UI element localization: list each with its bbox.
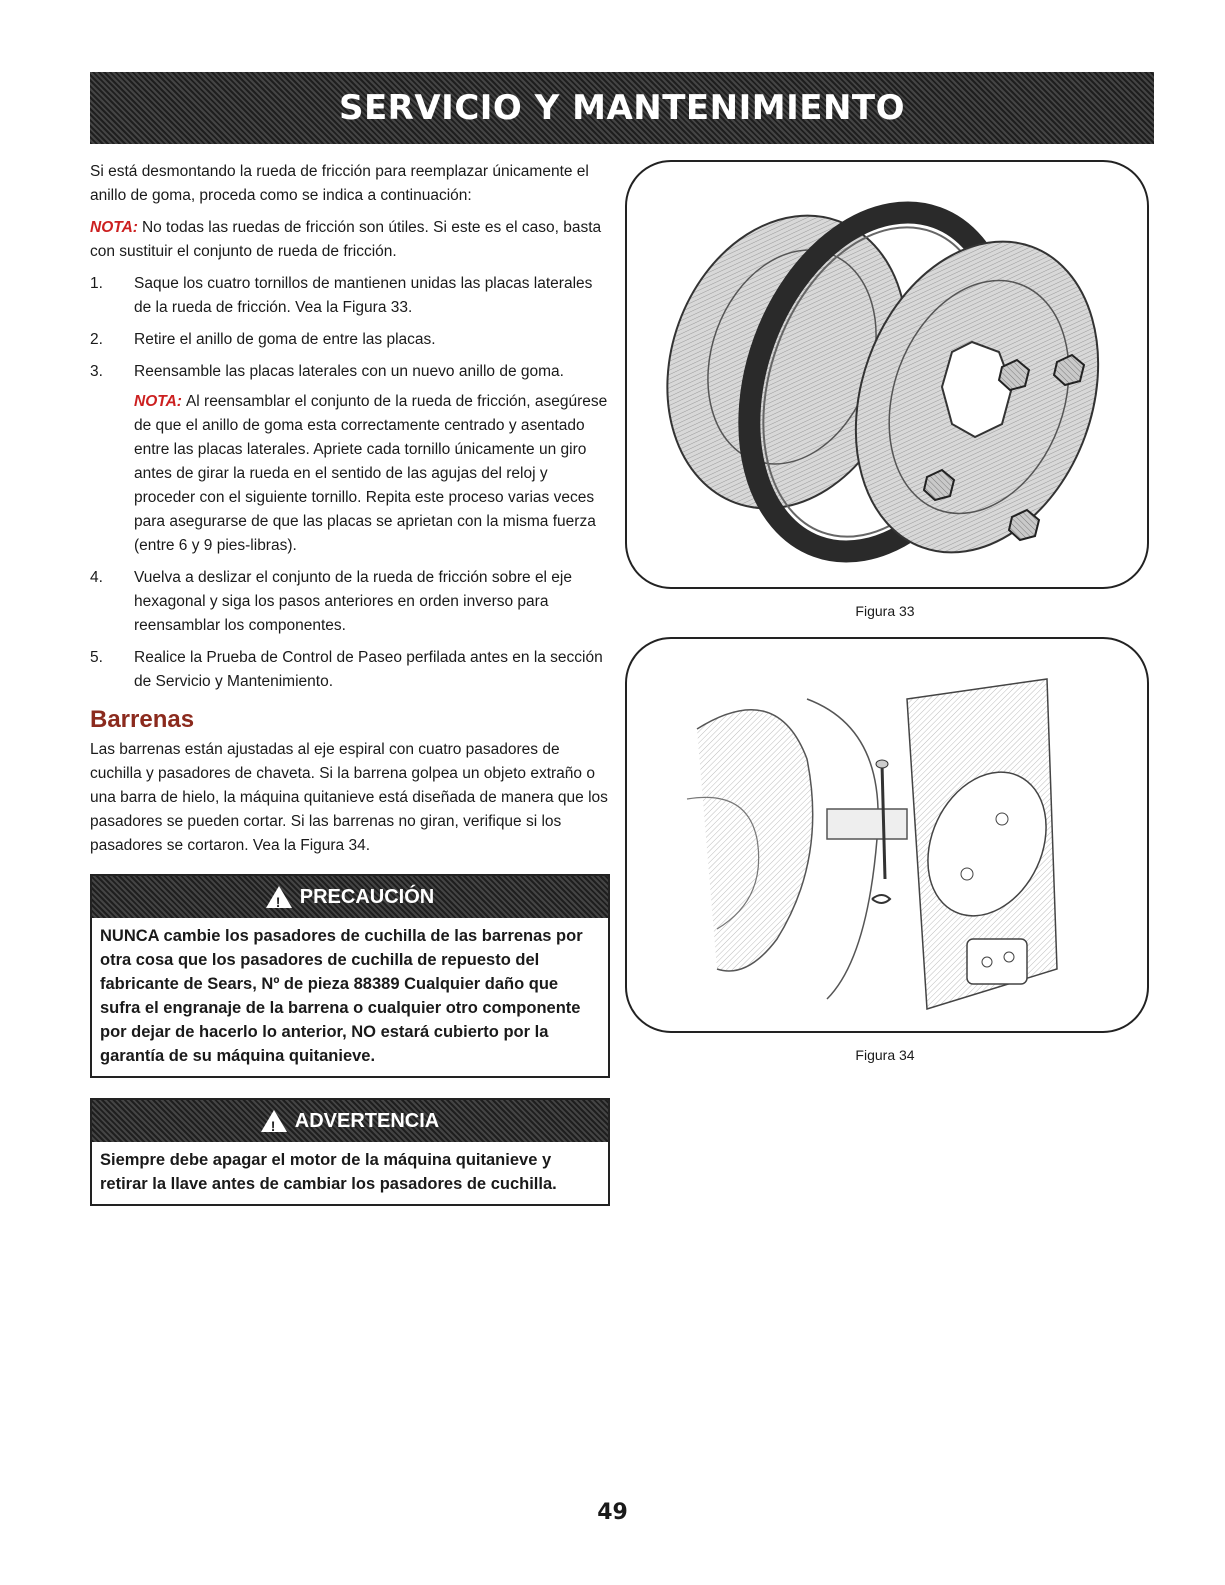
list-item [90,272,610,320]
skid-shoe [967,939,1027,984]
friction-wheel-illustration [627,162,1147,587]
page-header [90,72,1154,144]
warning-text: Siempre debe apagar el motor de la máquina quitanieve y retirar la llave antes de cambiar los pasadores de cuchilla. [100,1151,557,1193]
list-item [90,646,610,694]
warning-triangle-icon [261,1110,287,1132]
list-item [90,328,610,352]
figure-34-caption: Figura 34 [855,1047,915,1063]
step-number: 5. [90,649,103,666]
section-heading: Barrenas [90,706,195,733]
note-paragraph [90,216,610,264]
warning-box [90,1098,610,1206]
step-number: 2. [90,331,103,348]
auger-illustration [627,639,1147,1031]
caution-text: NUNCA cambie los pasadores de cuchilla de las barrenas por otra cosa que los pasadores de cuchilla de repuesto del fabricante de Sears, Nº de pieza 88389 Cualquier daño que sufra el engranaje de la barrena o cualquier otro componente por dejar de hacerlo lo anterior, NO estará cubierto por la garantía de su máquina quitanieve. [100,927,583,1065]
step-note [134,390,610,558]
barrenas-paragraph: Las barrenas están ajustadas al eje espiral con cuatro pasadores de cuchilla y pasadores de chaveta. Si la barrena golpea un objeto extraño o una barra de hielo, la máquina quitanieve está diseñada de manera que los pasadores se pueden cortar. Si las barrenas no giran, verifique si los pasadores se cortaron. Vea la Figura 34. [90,741,608,854]
note-text: Al reensamblar el conjunto de la rueda de fricción, asegúrese de que el anillo de goma esta correctamente centrado y asentado entre las placas laterales. Apriete cada tornillo únicamente un giro antes de girar la rueda en el sentido de las agujas del reloj y proceder con el siguiente tornillo. Repita este proceso varias veces para asegurarse de que las placas se aprietan con la misma fuerza (entre 6 y 9 pies-libras). [134,393,608,554]
step-text: Realice la Prueba de Control de Paseo perfilada antes en la sección de Servicio y Mantenimiento. [134,649,603,690]
step-text: Vuelva a deslizar el conjunto de la rueda de fricción sobre el eje hexagonal y siga los pasos anteriores en orden inverso para reensamblar los componentes. [134,569,572,634]
figure-33 [625,160,1149,589]
step-number: 3. [90,363,103,380]
warning-header [92,1100,608,1142]
note-text: No todas las ruedas de fricción son útiles. Si este es el caso, basta con sustituir el conjunto de rueda de fricción. [90,219,602,260]
page-title: SERVICIO Y MANTENIMIENTO [338,88,906,128]
step-number: 4. [90,569,103,586]
hex-hole [942,342,1012,437]
shear-pin [882,764,885,879]
note-label: NOTA: [134,393,182,410]
figure-33-caption: Figura 33 [855,603,915,619]
list-item [90,360,610,558]
caution-title: PRECAUCIÓN [299,886,435,908]
step-text: Retire el anillo de goma de entre las placas. [134,331,436,348]
steps-list [90,272,610,694]
auger-shaft [827,809,907,839]
step-number: 1. [90,275,103,292]
intro-paragraph: Si está desmontando la rueda de fricción para reemplazar únicamente el anillo de goma, proceda como se indica a continuación: [90,163,589,204]
warning-title: ADVERTENCIA [294,1110,440,1132]
note-label: NOTA: [90,219,138,236]
warning-triangle-icon [266,886,292,908]
caution-header [92,876,608,918]
page-number: 49 [597,1500,628,1525]
main-column [90,160,610,1226]
step-text: Saque los cuatro tornillos de mantienen unidas las placas laterales de la rueda de fricción. Vea la Figura 33. [134,275,593,316]
auger-blade [697,710,813,971]
caution-box [90,874,610,1078]
step-text: Reensamble las placas laterales con un nuevo anillo de goma. [134,363,564,380]
figure-34 [625,637,1149,1033]
list-item [90,566,610,638]
